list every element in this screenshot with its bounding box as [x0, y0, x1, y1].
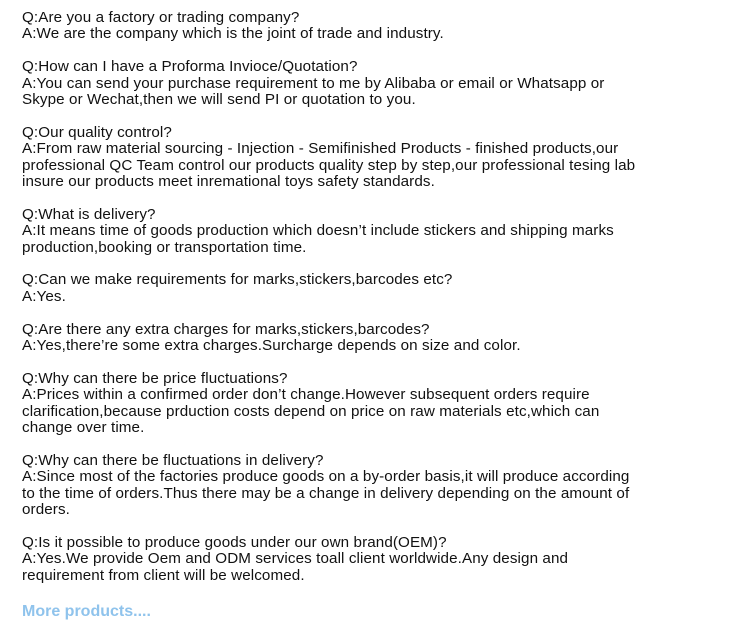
faq-answer-line: clarification,because prduction costs depend on price on raw materials etc,which can: [22, 402, 600, 420]
faq-question: Q:Our quality control?: [22, 123, 172, 141]
faq-question: Q:Are there any extra charges for marks,stickers,barcodes?: [22, 320, 430, 338]
faq-item-delivery: [22, 207, 742, 256]
faq-item-quality-control: [22, 125, 742, 191]
faq-item-factory: [22, 10, 742, 43]
faq-answer-line: A:We are the company which is the joint of trade and industry.: [22, 25, 444, 43]
faq-question: Q:Is it possible to produce goods under our own brand(OEM)?: [22, 533, 447, 551]
faq-question: Q:Are you a factory or trading company?: [22, 9, 300, 26]
faq-answer-line: production,booking or transportation time.: [22, 238, 307, 256]
faq-answer-line: to the time of orders.Thus there may be a change in delivery depending on the amount of: [22, 484, 630, 502]
faq-item-price-fluctuations: [22, 371, 742, 437]
faq-item-proforma: [22, 59, 742, 108]
faq-answer-line: change over time.: [22, 419, 145, 437]
faq-answer-line: A:From raw material sourcing - Injection - Semifinished Products - finished products,our: [22, 140, 619, 158]
faq-item-extra-charges: [22, 322, 742, 355]
faq-item-requirements: [22, 272, 742, 305]
faq-answer-line: insure our products meet inremational toys safety standards.: [22, 173, 435, 191]
faq-answer-line: requirement from client will be welcomed.: [22, 566, 305, 584]
faq-answer-line: A:Prices within a confirmed order don’t change.However subsequent orders require: [22, 386, 590, 404]
faq-item-delivery-fluctuations: [22, 453, 742, 519]
faq-question: Q:Why can there be fluctuations in delivery?: [22, 451, 324, 469]
faq-item-oem: [22, 535, 742, 584]
faq-answer-line: orders.: [22, 501, 70, 519]
more-products-link[interactable]: More products....: [22, 603, 151, 620]
faq-answer-line: professional QC Team control our products quality step by step,our professional tesing lab: [22, 156, 636, 174]
faq-question: Q:How can I have a Proforma Invioce/Quotation?: [22, 58, 358, 76]
faq-answer-line: Skype or Wechat,then we will send PI or quotation to you.: [22, 91, 416, 109]
faq-answer-line: A:Yes.We provide Oem and ODM services toall client worldwide.Any design and: [22, 550, 569, 568]
faq-question: Q:What is delivery?: [22, 205, 156, 223]
faq-answer-line: A:Since most of the factories produce goods on a by-order basis,it will produce according: [22, 468, 630, 486]
faq-question: Q:Can we make requirements for marks,stickers,barcodes etc?: [22, 271, 453, 289]
faq-answer-line: A:Yes.: [22, 287, 66, 305]
faq-list: [22, 10, 742, 600]
faq-answer-line: A:You can send your purchase requirement to me by Alibaba or email or Whatsapp or: [22, 74, 605, 92]
faq-question: Q:Why can there be price fluctuations?: [22, 369, 288, 387]
faq-answer-line: A:It means time of goods production which doesn’t include stickers and shipping marks: [22, 222, 614, 240]
faq-answer-line: A:Yes,there’re some extra charges.Surcharge depends on size and color.: [22, 337, 521, 355]
